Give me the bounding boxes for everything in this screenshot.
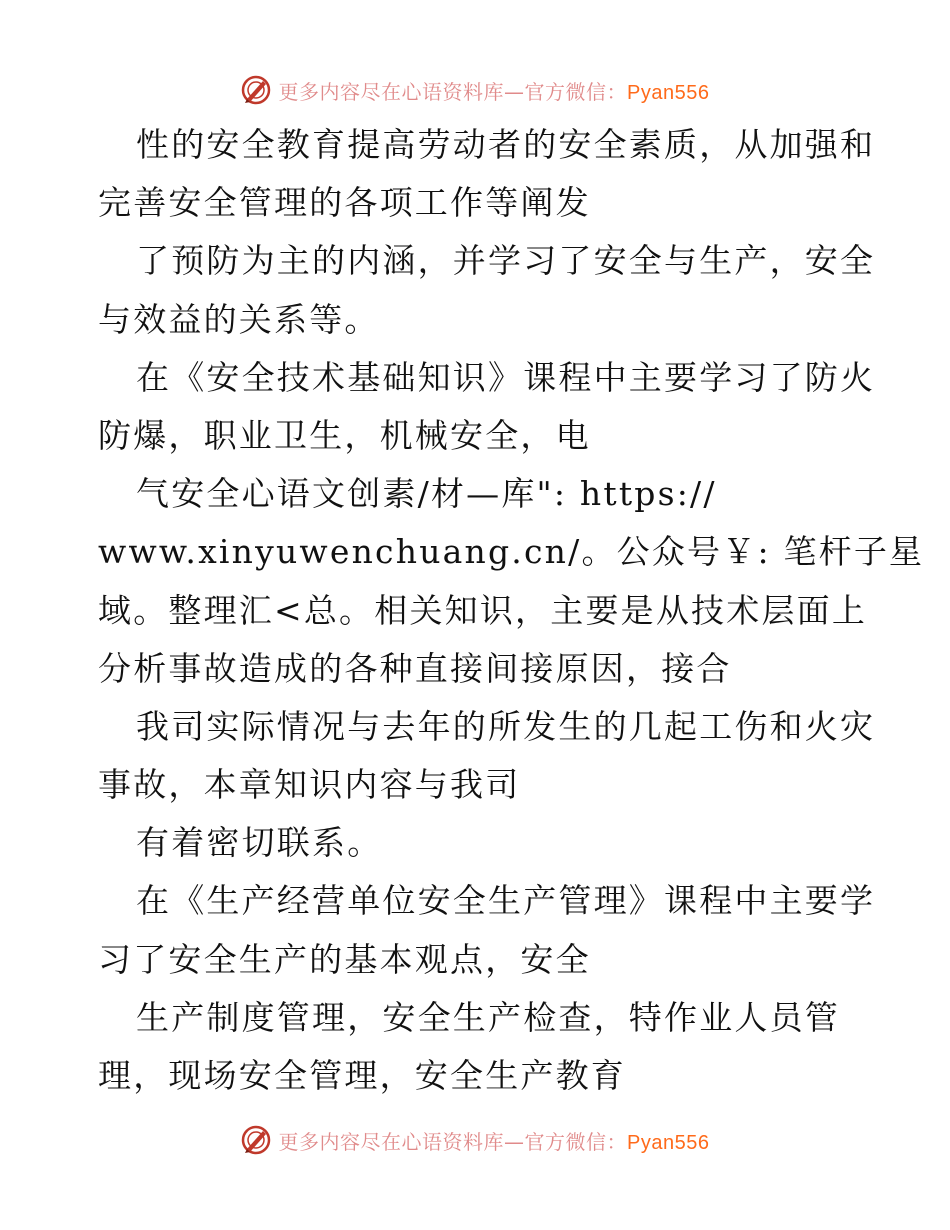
text-line: 性的安全教育提高劳动者的安全素质，从加强和 bbox=[136, 125, 876, 164]
text-line: 在《安全技术基础知识》课程中主要学习了防火 bbox=[136, 357, 876, 397]
watermark-text: 更多内容尽在心语资料库—官方微信：Pyan556 bbox=[278, 1129, 710, 1154]
footer-watermark bbox=[0, 1120, 950, 1160]
text-line: 有着密切联系。 bbox=[136, 823, 383, 863]
text-line: 在《生产经营单位安全生产管理》课程中主要学 bbox=[136, 881, 876, 921]
pen-logo-icon bbox=[241, 75, 271, 105]
text-line: 理，现场安全管理，安全生产教育 bbox=[98, 1056, 626, 1095]
watermark-handle: Pyan556 bbox=[627, 1131, 710, 1154]
watermark-text: 更多内容尽在心语资料库—官方微信：Pyan556 bbox=[278, 79, 710, 104]
text-line: 生产制度管理，安全生产检查，特作业人员管 bbox=[136, 997, 840, 1037]
text-line: 防爆，职业卫生，机械安全，电 bbox=[98, 415, 591, 455]
text-line: 事故，本章知识内容与我司 bbox=[98, 765, 521, 805]
header-watermark bbox=[0, 70, 950, 110]
text-line: 习了安全生产的基本观点，安全 bbox=[98, 939, 591, 979]
text-line: www.xinyuwenchuang.cn/。公众号￥: 笔杆子星 bbox=[98, 532, 925, 572]
document-body bbox=[98, 116, 925, 1105]
text-line: 我司实际情况与去年的所发生的几起工伤和火灾 bbox=[136, 706, 876, 746]
text-line: 与效益的关系等。 bbox=[98, 299, 380, 339]
text-line: 了预防为主的内涵，并学习了安全与生产，安全 bbox=[136, 241, 876, 281]
text-line: 气安全心语文创素/材—库": https:// bbox=[136, 474, 717, 514]
text-line: 域。整理汇<总。相关知识，主要是从技术层面上 bbox=[98, 590, 868, 630]
text-line: 分析事故造成的各种直接间接原因，接合 bbox=[98, 648, 732, 688]
text-line: 完善安全管理的各项工作等阐发 bbox=[98, 183, 591, 223]
pen-logo-icon bbox=[241, 1125, 271, 1155]
watermark-handle: Pyan556 bbox=[627, 81, 710, 104]
